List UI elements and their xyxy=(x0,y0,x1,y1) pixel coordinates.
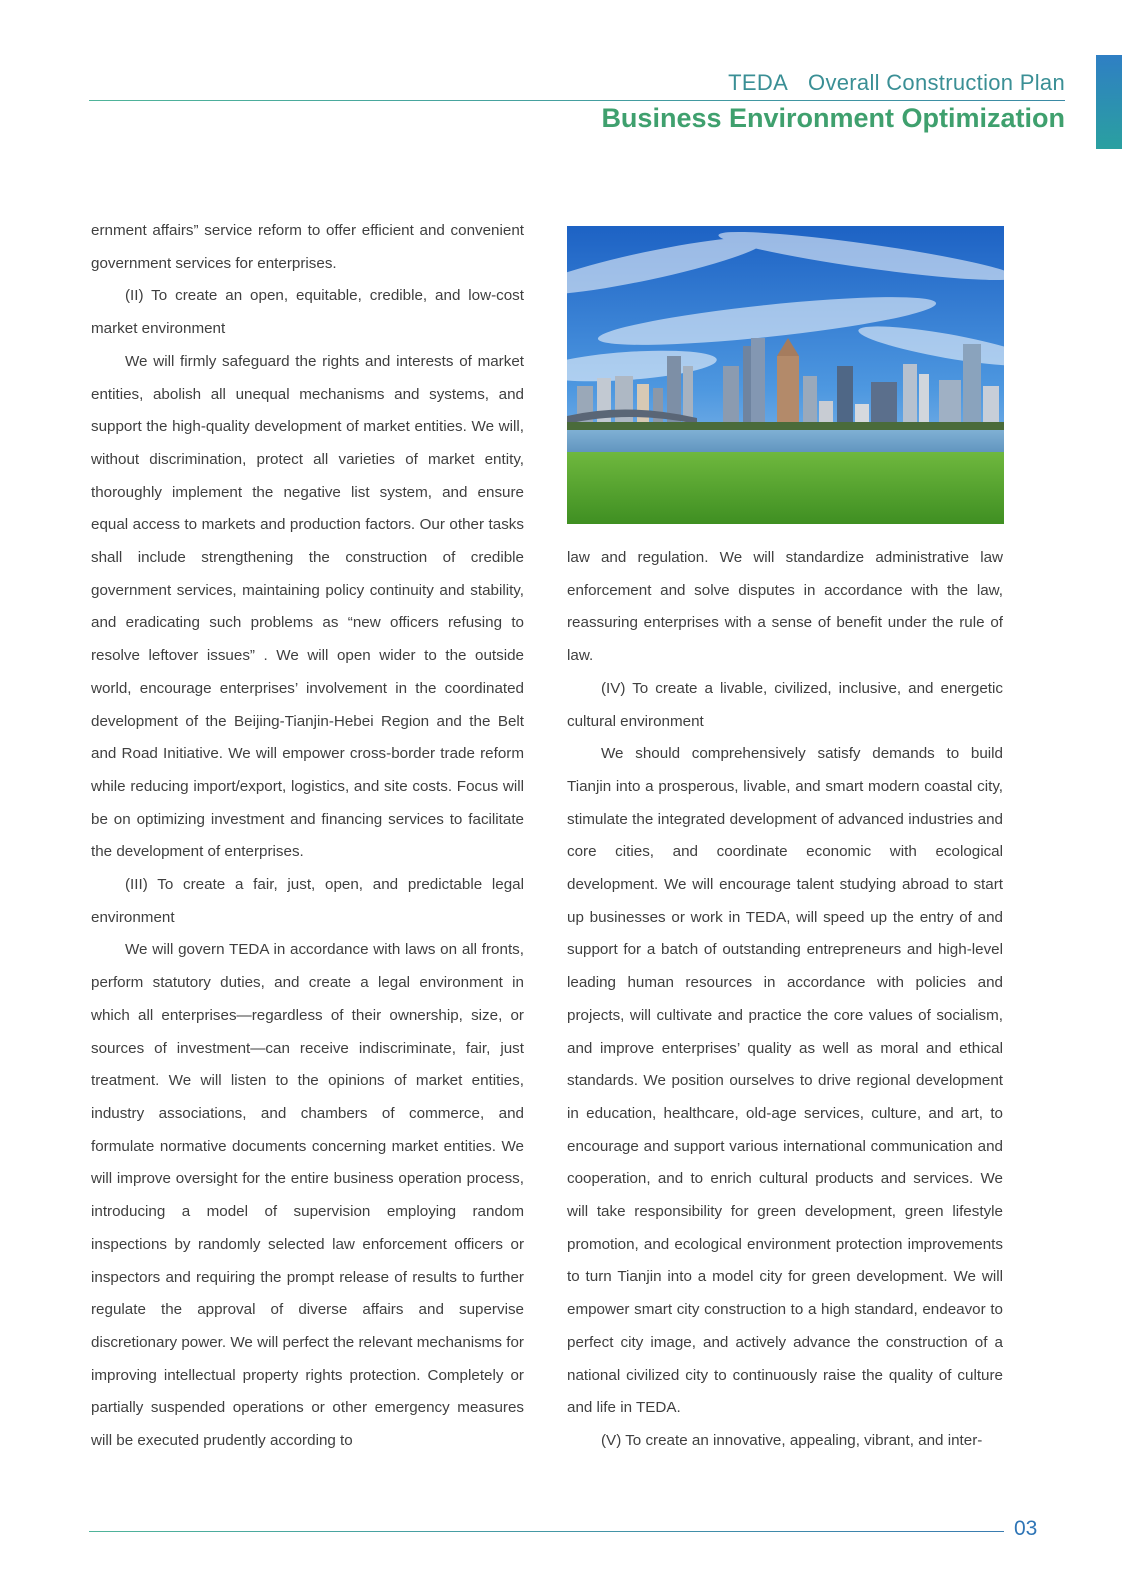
page-number: 03 xyxy=(1014,1517,1038,1540)
paragraph: We will govern TEDA in accordance with laws on all fronts, perform statutory duties, and create a legal environment in which all enterprises—regardless of their ownership, size, or sources of investment—can receive indiscriminate, fair, just treatment. We will listen to the opinions of market entities, industry associations, and chambers of commerce, and formulate normative documents concerning market entities. We will improve oversight for the entire business operation process, introducing a model of supervision employing random inspections by randomly selected law enforcement officers or inspectors and requiring the prompt release of results to further regulate the approval of diverse affairs and supervise discretionary power. We will perfect the relevant mechanisms for improving intellectual property rights protection. Completely or partially suspended operations or other emergency measures will be executed prudently according to xyxy=(91,941,524,1450)
footer-divider xyxy=(89,1531,1004,1532)
paragraph: We will firmly safeguard the rights and interests of market entities, abolish all unequal mechanisms and systems, and support the high-quality development of market entities. We will, without discrimination, protect all varieties of market entity, thoroughly implement the negative list system, and ensure equal access to markets and production factors. Our other tasks shall include strengthening the construction of credible government services, maintaining policy continuity and stability, and eradicating such problems as “new officers refusing to resolve leftover issues” . We will open wider to the outside world, encourage enterprises’ involvement in the coordinated development of the Beijing-Tianjin-Hebei Region and the Belt and Road Initiative. We will empower cross-border trade reform while reducing import/export, logistics, and site costs. Focus will be on optimizing investment and financing services to facilitate the development of enterprises. xyxy=(91,352,524,861)
paragraph: law and regulation. We will standardize administrative law enforcement and solve disputes in accordance with the law, reassuring enterprises with a sense of benefit under the rule of law. xyxy=(567,549,1003,665)
header-brand: TEDA xyxy=(728,70,789,95)
paragraph: We should comprehensively satisfy demands to build Tianjin into a prosperous, livable, and smart modern coastal city, stimulate the integrated development of advanced industries and core cities, and coordinate economic with ecological development. We will encourage talent studying abroad to start up businesses or work in TEDA, will speed up the entry of and support for a batch of outstanding entrepreneurs and high-level leading human resources in accordance with policies and projects, will cultivate and practice the core values of socialism, and improve enterprises’ quality as well as moral and ethical standards. We position ourselves to drive regional development in education, healthcare, old-age services, culture, and art, to encourage and support various international communication and cooperation, and to enrich cultural products and services. We will take responsibility for green development, green lifestyle promotion, and ecological environment protection improvements to turn Tianjin into a model city for green development. We will empower smart city construction to a high standard, endeavor to perfect city image, and actively advance the construction of a national civilized city to continuously raise the quality of culture and life in TEDA. xyxy=(567,745,1003,1417)
running-header xyxy=(728,70,1065,96)
subheading: (III) To create a fair, just, open, and predictable legal environment xyxy=(91,876,524,926)
header-divider xyxy=(89,100,1065,101)
city-skyline-photo xyxy=(567,226,1004,524)
right-text-column xyxy=(567,542,1003,1458)
subheading: (IV) To create a livable, civilized, inclusive, and energetic cultural environment xyxy=(567,679,1003,730)
subheading: (V) To create an innovative, appealing, vibrant, and inter- xyxy=(601,1431,983,1449)
paragraph: ernment affairs” service reform to offer efficient and convenient government services for enterprises. xyxy=(91,222,524,272)
header-plan: Overall Construction Plan xyxy=(808,70,1065,95)
side-tab-marker xyxy=(1096,55,1122,149)
subheading: (II) To create an open, equitable, credible, and low-cost market environment xyxy=(91,287,524,338)
section-title: Business Environment Optimization xyxy=(601,103,1065,133)
left-text-column xyxy=(91,215,524,1458)
